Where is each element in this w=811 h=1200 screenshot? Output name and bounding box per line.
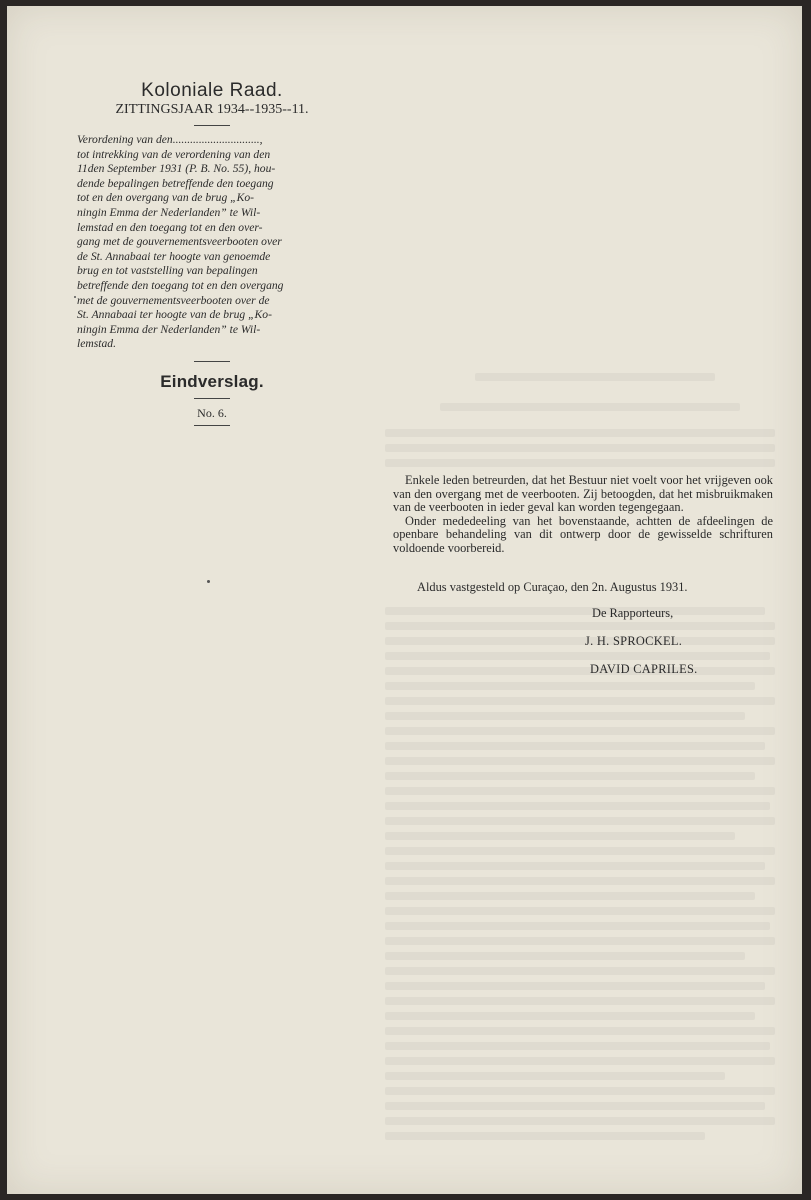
document-number: No. 6. (197, 405, 227, 420)
ordinance-line: met de gouvernementsveerbooten over de (77, 293, 270, 307)
divider (194, 361, 230, 362)
ordinance-line: dende bepalingen betreffende den toegang (77, 176, 274, 190)
ordinance-title (77, 133, 347, 352)
ordinance-line: betreffende den toegang tot en den overgang (77, 278, 284, 292)
body-paragraph: Enkele leden betreurden, dat het Bestuur niet voelt voor het vrijgeven ook van den overgang met de veerbooten. Zij betoogden, dat het misbruikmaken van de veerbooten in ieder geval kan worden tegengegaan. (393, 473, 773, 515)
ordinance-line: ningin Emma der Nederlanden” te Wil- (77, 322, 261, 336)
divider (194, 425, 230, 426)
report-body (393, 474, 773, 556)
signature-sprockel: J. H. SPROCKEL. (585, 634, 683, 648)
speck-mark (74, 296, 76, 298)
divider (194, 125, 230, 126)
header-column (77, 76, 347, 433)
ordinance-line: 11den September 1931 (P. B. No. 55), hou- (77, 162, 276, 176)
ordinance-line: ningin Emma der Nederlanden” te Wil- (77, 205, 261, 219)
divider (194, 398, 230, 399)
ordinance-line: lemstad. (77, 337, 116, 351)
document-page (7, 6, 802, 1194)
ordinance-line: lemstad en den toegang tot en den over- (77, 220, 263, 234)
ordinance-line: tot intrekking van de verordening van den (77, 147, 271, 161)
ordinance-line: brug en tot vaststelling van bepalingen (77, 264, 258, 278)
speck-mark (207, 580, 210, 583)
session-year: ZITTINGSJAAR 1934--1935--11. (115, 102, 309, 117)
body-paragraph: Onder mededeeling van het bovenstaande, achtten de afdeelingen de openbare behandeling van dit ontwerp door de gewisselde schrifturen voldoende voorbereid. (393, 513, 773, 555)
ordinance-line: St. Annabaai ter hoogte van de brug „Ko- (77, 308, 272, 322)
ordinance-line: gang met de gouvernementsveerbooten over (77, 235, 282, 249)
signature-capriles: DAVID CAPRILES. (590, 662, 698, 676)
ordinance-line: Verordening van den.............................., (77, 133, 263, 146)
ordinance-line: de St. Annabaai ter hoogte van genoemde (77, 249, 271, 263)
ordinance-line: tot en den overgang van de brug „Ko- (77, 191, 254, 205)
org-title: Koloniale Raad. (141, 80, 283, 101)
report-title: Eindverslag. (160, 371, 264, 391)
rapporteurs-label: De Rapporteurs, (592, 606, 674, 620)
adoption-statement: Aldus vastgesteld op Curaçao, den 2n. Augustus 1931. (417, 580, 688, 594)
